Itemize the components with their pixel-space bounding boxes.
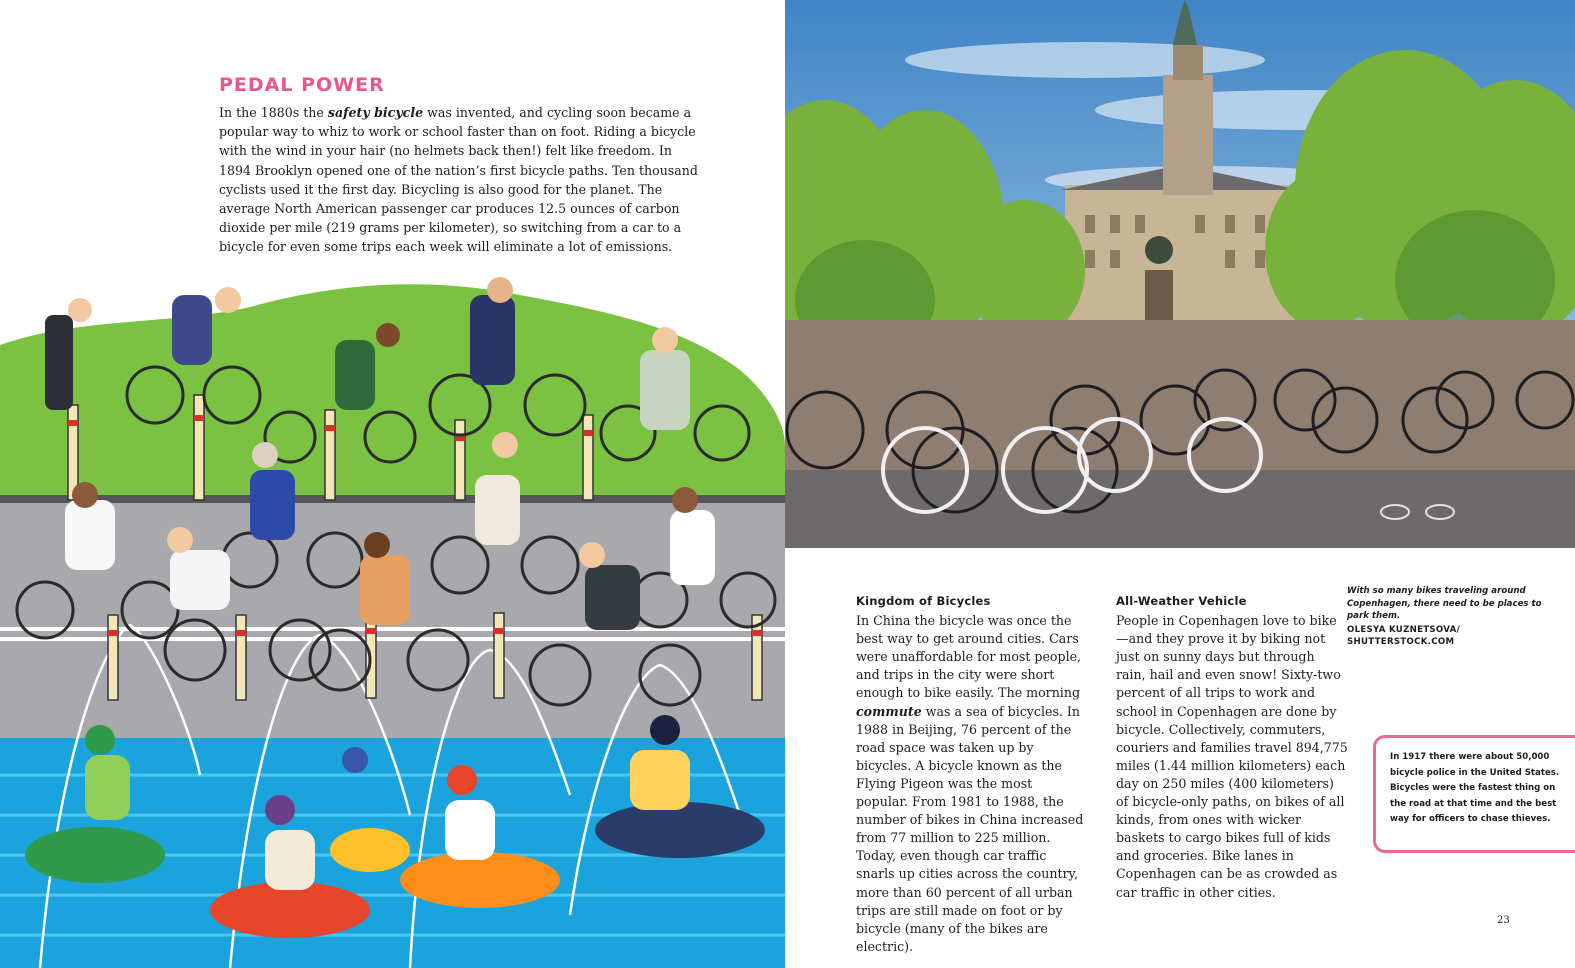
right-page — [785, 0, 1575, 968]
fact-sidebar: In 1917 there were about 50,000 bicycle police in the United States. Bicycles were the fastest thing on the road at that time and the best way for officers to chase thieves. — [1373, 735, 1575, 853]
copenhagen-bike-parking-photo — [785, 0, 1575, 548]
page-number: 23 — [1497, 915, 1510, 926]
glossary-term-commute: commute — [856, 703, 922, 719]
all-weather-vehicle-column — [1116, 592, 1348, 902]
section-title: PEDAL POWER — [219, 74, 385, 96]
photo-credit: OLESYA KUZNETSOVA/ SHUTTERSTOCK.COM — [1347, 624, 1461, 648]
glossary-term-safety-bicycle: safety bicycle — [327, 105, 424, 120]
photo-caption — [1347, 585, 1547, 649]
cyclists-illustration — [0, 255, 785, 968]
kingdom-of-bicycles-text: In China the bicycle was once the best way to get around cities. Cars were unaffordable for most people, and trips in the city were short enough to bike easily. The morning commute was a sea of bicycles. In 1988 in Beijing, 76 percent of the road space was taken up by bicycles. A bicycle known as the Flying Pigeon was the most popular. From 1981 to 1988, the number of bikes in China increased from 77 million to 225 million. Today, even though car traffic snarls up cities across the country, more than 60 percent of all urban trips are still made on foot or by bicycle (many of the bikes are electric). — [856, 613, 1084, 954]
kingdom-of-bicycles-column — [856, 592, 1088, 956]
all-weather-vehicle-text: People in Copenhagen love to bike—and they prove it by biking not just on sunny days but through rain, hail and even snow! Sixty-two percent of all trips to work and school in Copenhagen are done by bicycle. Collectively, commuters, couriers and families travel 894,775 miles (1.44 million kilometers) each day on 250 miles (400 kilometers) of bicycle-only paths, on bikes of all kinds, from ones with wicker baskets to cargo bikes full of kids and groceries. Bike lanes in Copenhagen can be as crowded as car traffic in other cities. — [1116, 613, 1348, 900]
tower — [1163, 75, 1213, 195]
caption-text: With so many bikes traveling around Copenhagen, there need to be places to park them. — [1347, 586, 1542, 622]
intro-paragraph: In the 1880s the safety bicycle was invented, and cycling soon became a popular way to whiz to work or school faster than on foot. Riding a bicycle with the wind in your hair (no helmets back then!) felt like freedom. In 1894 Brooklyn opened one of the nation’s first bicycle paths. Ten thousand cyclists used it the first day. Bicycling is also good for the planet. The average North American passenger car produces 12.5 ounces of carbon dioxide per mile (219 grams per kilometer), so switching from a car to a bicycle for even some trips each week will eliminate a lot of emissions. — [219, 105, 698, 255]
kingdom-of-bicycles-heading: Kingdom of Bicycles — [856, 594, 991, 608]
left-page — [0, 0, 785, 968]
all-weather-vehicle-heading: All-Weather Vehicle — [1116, 594, 1247, 608]
